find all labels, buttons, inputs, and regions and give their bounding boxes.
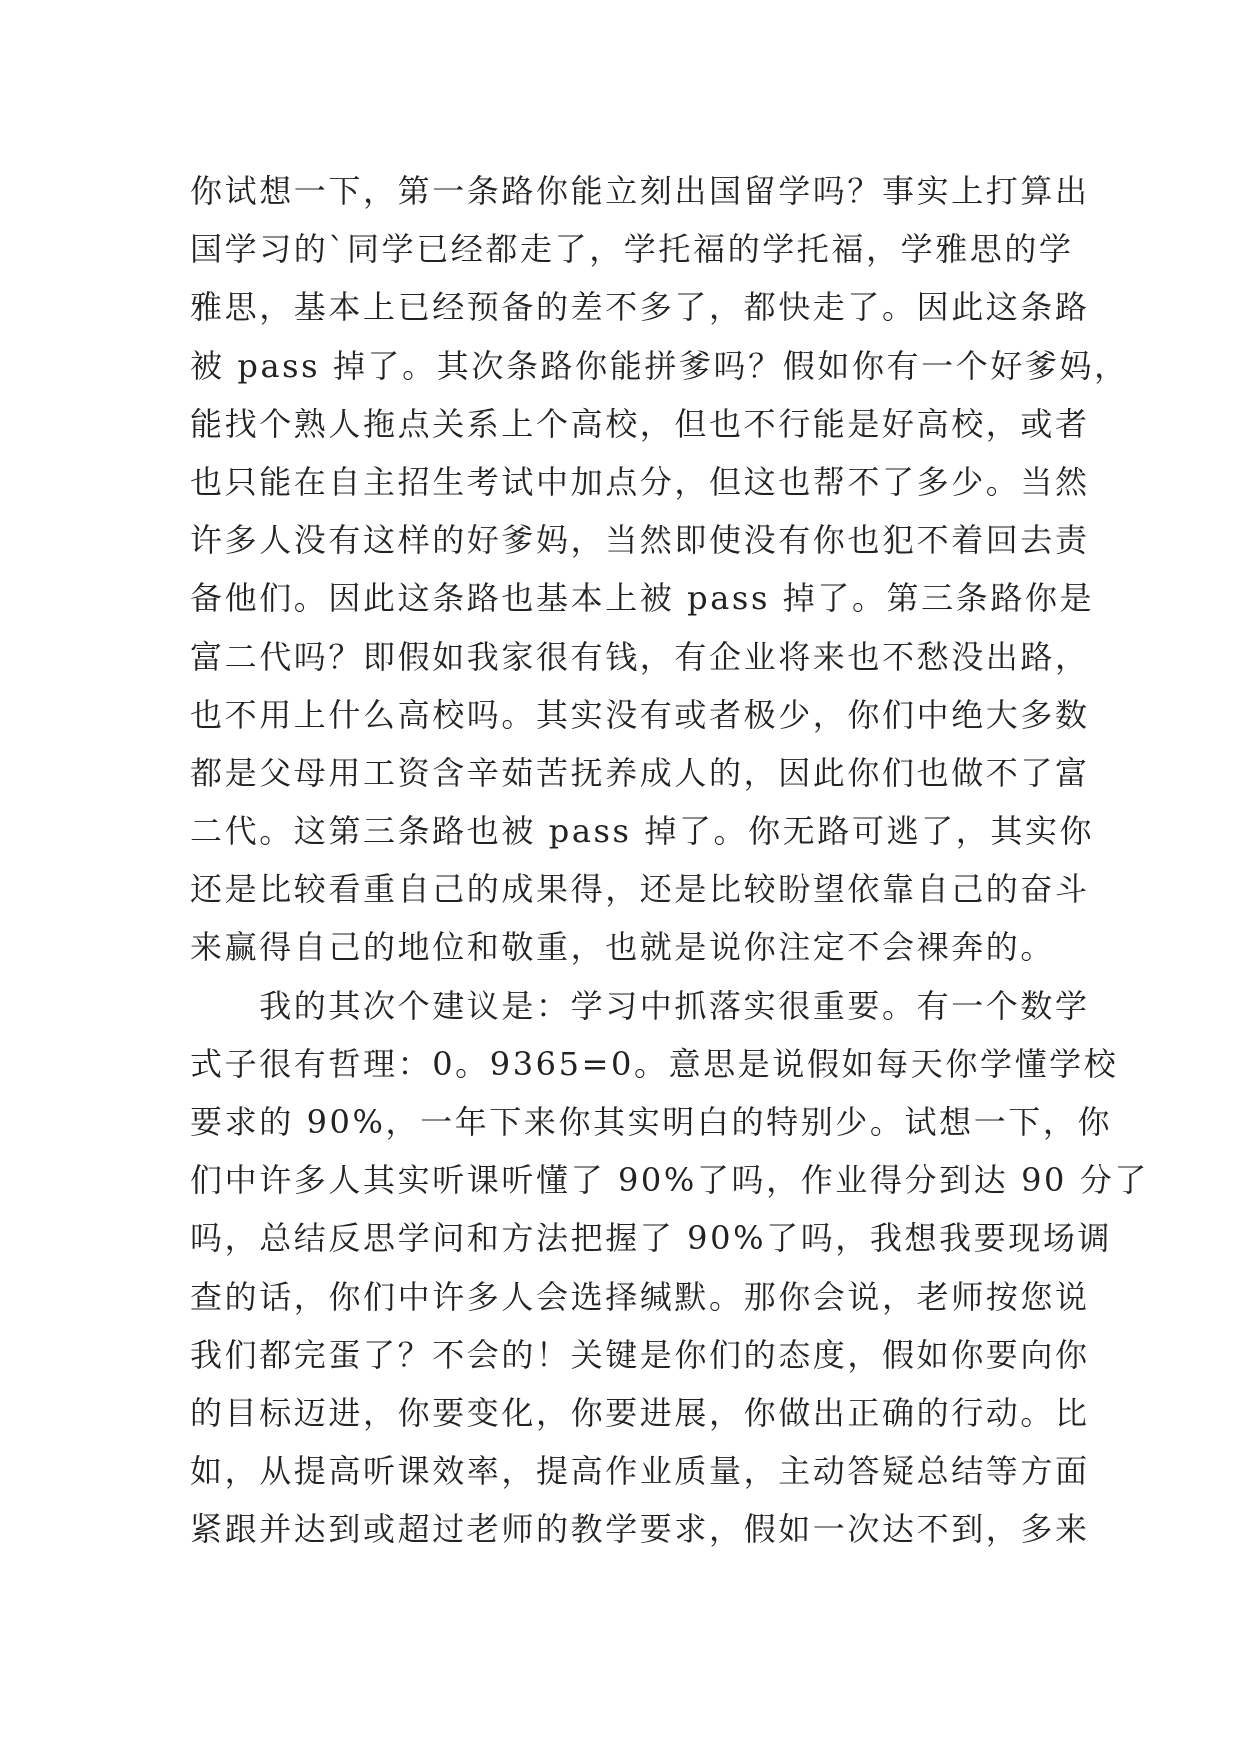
text-line: 也只能在自主招生考试中加点分，但这也帮不了多少。当然	[190, 462, 1090, 501]
text-line: 还是比较看重自己的成果得，还是比较盼望依靠自己的奋斗	[190, 870, 1090, 909]
text-line: 吗，总结反思学问和方法把握了 90%了吗，我想我要现场调	[190, 1219, 1113, 1258]
text-line: 也不用上什么高校吗。其实没有或者极少，你们中绝大多数	[190, 695, 1090, 734]
text-line: 紧跟并达到或超过老师的教学要求，假如一次达不到，多来	[190, 1510, 1090, 1549]
text-line: 都是父母用工资含辛茹苦抚养成人的，因此你们也做不了富	[190, 753, 1090, 792]
text-line: 富二代吗？即假如我家很有钱，有企业将来也不愁没出路，	[190, 637, 1090, 676]
text-line: 被 pass 掉了。其次条路你能拼爹吗？假如你有一个好爹妈，	[190, 346, 1129, 385]
document-body-text	[190, 162, 1149, 1559]
text-line: 要求的 90%，一年下来你其实明白的特别少。试想一下，你	[190, 1103, 1113, 1141]
text-line: 的目标迈进，你要变化，你要进展，你做出正确的行动。比	[190, 1393, 1090, 1432]
text-line: 们中许多人其实听课听懂了 90%了吗，作业得分到达 90 分了	[190, 1161, 1149, 1200]
text-line: 查的话，你们中许多人会选择缄默。那你会说，老师按您说	[190, 1277, 1090, 1316]
text-line: 如，从提高听课效率，提高作业质量，主动答疑总结等方面	[190, 1452, 1090, 1491]
text-line: 国学习的`同学已经都走了，学托福的学托福，学雅思的学	[190, 230, 1074, 269]
text-line: 雅思，基本上已经预备的差不多了，都快走了。因此这条路	[190, 288, 1090, 327]
text-line: 我的其次个建议是：学习中抓落实很重要。有一个数学	[190, 986, 1090, 1025]
text-line: 能找个熟人拖点关系上个高校，但也不行能是好高校，或者	[190, 404, 1090, 443]
text-line: 我们都完蛋了？不会的！关键是你们的态度，假如你要向你	[190, 1335, 1090, 1374]
text-line: 式子很有哲理：0。9365=0。意思是说假如每天你学懂学校	[190, 1044, 1119, 1083]
text-line: 许多人没有这样的好爹妈，当然即使没有你也犯不着回去责	[190, 521, 1090, 560]
text-line: 备他们。因此这条路也基本上被 pass 掉了。第三条路你是	[190, 579, 1095, 618]
text-line: 二代。这第三条路也被 pass 掉了。你无路可逃了，其实你	[190, 812, 1095, 851]
text-line: 你试想一下，第一条路你能立刻出国留学吗？事实上打算出	[190, 172, 1090, 210]
text-line: 来赢得自己的地位和敬重，也就是说你注定不会裸奔的。	[190, 928, 1056, 967]
